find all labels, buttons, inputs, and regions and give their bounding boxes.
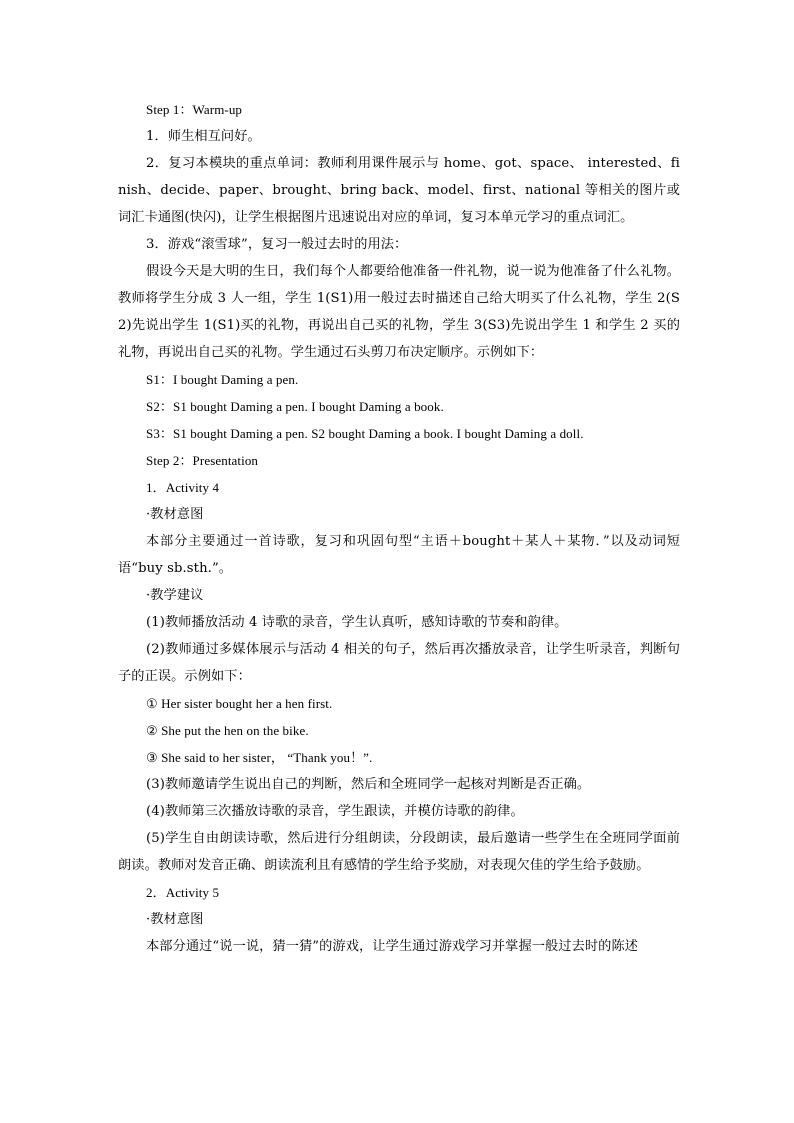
suggestion-5: (5)学生自由朗读诗歌，然后进行分组朗读，分段朗读，最后邀请一些学生在全班同学面前朗读。教师对发音正确、朗读流利且有感情的学生给予奖励，对表现欠佳的学生给予鼓励。 (118, 831, 680, 873)
step-1-heading: Step 1：Warm-up (146, 102, 243, 117)
teaching-suggestion-heading: ·教学建议 (146, 588, 204, 603)
paragraph-review-words: 2．复习本模块的重点单词：教师利用课件展示与 home、got、space、 interested、finish、decide、paper、brought、bring back、model、first、national 等相关的图片或词汇卡通图(快闪)，让学生根据图片迅速说出对应的单词，复习本单元学习的重点词汇。 (118, 156, 680, 225)
document-body (118, 96, 680, 960)
suggestion-2: (2)教师通过多媒体展示与活动 4 相关的句子，然后再次播放录音，让学生听录音，判断句子的正误。示例如下： (118, 642, 680, 684)
paragraph-game-description: 假设今天是大明的生日，我们每个人都要给他准备一件礼物，说一说为他准备了什么礼物。教师将学生分成 3 人一组，学生 1(S1)用一般过去时描述自己给大明买了什么礼物，学生 2(S2)先说出学生 1(S1)买的礼物，再说出自己买的礼物，学生 3(S3)先说出学生 1 和学生 2 买的礼物，再说出自己买的礼物。学生通过石头剪刀布决定顺序。示例如下： (118, 264, 680, 360)
example-sentence-2: ② She put the hen on the bike. (146, 723, 309, 738)
suggestion-3: (3)教师邀请学生说出自己的判断，然后和全班同学一起核对判断是否正确。 (146, 777, 591, 792)
paragraph-activity-5-intent: 本部分通过“说一说，猜一猜”的游戏，让学生通过游戏学习并掌握一般过去时的陈述 (146, 939, 639, 954)
example-sentence-3: ③ She said to her sister， “Thank you！”. (146, 750, 373, 765)
textbook-intent-heading: ·教材意图 (146, 507, 204, 522)
step-2-heading: Step 2：Presentation (146, 453, 259, 468)
paragraph-greeting: 1．师生相互问好。 (146, 129, 261, 144)
activity-4-heading: 1．Activity 4 (146, 480, 220, 495)
activity-5-heading: 2．Activity 5 (146, 885, 220, 900)
suggestion-1: (1)教师播放活动 4 诗歌的录音，学生认真听，感知诗歌的节奏和韵律。 (146, 615, 568, 630)
suggestion-4: (4)教师第三次播放诗歌的录音，学生跟读，并模仿诗歌的韵律。 (146, 804, 524, 819)
paragraph-snowball-game: 3．游戏“滚雪球”，复习一般过去时的用法： (146, 237, 408, 252)
example-s2: S2：S1 bought Daming a pen. I bought Daming a book. (146, 399, 444, 414)
paragraph-activity-4-intent: 本部分主要通过一首诗歌，复习和巩固句型“主语＋bought＋某人＋某物．”以及动词短语“buy sb.sth.”。 (118, 534, 680, 576)
example-sentence-1: ① Her sister bought her a hen first. (146, 696, 333, 711)
example-s1: S1：I bought Daming a pen. (146, 372, 299, 387)
textbook-intent-heading-2: ·教材意图 (146, 912, 204, 927)
example-s3: S3：S1 bought Daming a pen. S2 bought Daming a book. I bought Daming a doll. (146, 426, 584, 441)
